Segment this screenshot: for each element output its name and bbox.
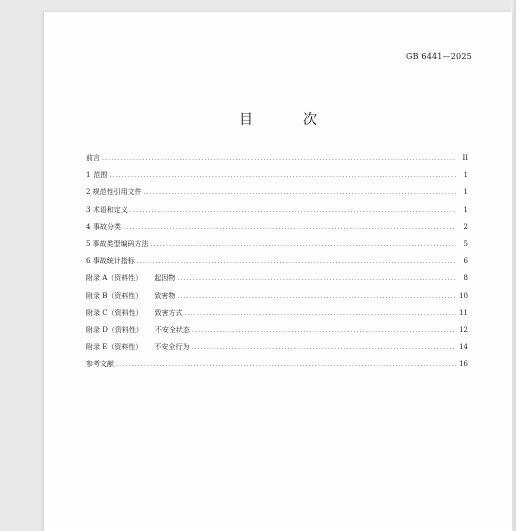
toc-entry-subtitle: 起因物 xyxy=(154,274,176,283)
toc-page-number: 16 xyxy=(459,360,468,369)
toc-entry-foreword[interactable] xyxy=(86,153,468,170)
toc-entry-annex-c[interactable] xyxy=(86,308,468,325)
toc-entry-subtitle: 不安全行为 xyxy=(154,343,190,352)
toc-leader-dots xyxy=(177,293,456,300)
toc-entry-label: 术语和定义 xyxy=(92,205,128,214)
toc-entry-annex-b[interactable] xyxy=(86,291,468,308)
toc-leader-dots xyxy=(130,207,456,214)
toc-entry-statistical-indicators[interactable] xyxy=(86,256,468,273)
toc-page-number: 8 xyxy=(463,274,468,283)
toc-entry-number: 3 xyxy=(86,205,91,214)
page-title: 目 次 xyxy=(239,112,335,128)
toc-entry-label: 附录 B（资料性） xyxy=(86,291,143,300)
toc-entry-bibliography[interactable] xyxy=(86,359,468,376)
toc-entry-number: 1 xyxy=(86,171,91,180)
toc-entry-label: 参考文献 xyxy=(86,360,114,369)
toc-entry-label: 规范性引用文件 xyxy=(92,188,142,197)
toc-leader-dots xyxy=(137,258,456,265)
toc-leader-dots xyxy=(191,344,456,351)
toc-entry-subtitle: 致害方式 xyxy=(154,308,183,317)
toc-leader-dots xyxy=(116,361,456,368)
toc-entry-number: 5 xyxy=(86,239,91,248)
toc-entry-label: 附录 A（资料性） xyxy=(86,274,143,283)
toc-entry-number: 2 xyxy=(86,188,91,197)
standard-number: GB 6441—2025 xyxy=(406,52,472,61)
toc-entry-subtitle: 致害物 xyxy=(154,291,176,300)
toc-entry-label: 范围 xyxy=(93,171,108,180)
toc-page-number: 1 xyxy=(463,171,468,180)
toc-page-number: 1 xyxy=(463,188,468,197)
toc-leader-dots xyxy=(192,327,456,334)
toc-entry-label: 事故分类 xyxy=(93,222,122,231)
toc-entry-scope[interactable] xyxy=(86,170,468,187)
toc-entry-label: 附录 E（资料性） xyxy=(86,343,143,352)
toc-page-number: 12 xyxy=(459,325,468,334)
toc-leader-dots xyxy=(150,241,456,248)
toc-entry-terms-definitions[interactable] xyxy=(86,205,468,222)
toc-page-number: 5 xyxy=(463,239,468,248)
toc-page-number: 10 xyxy=(459,291,468,300)
toc-entry-coding-method[interactable] xyxy=(86,239,468,256)
toc-entry-label: 附录 D（资料性） xyxy=(86,325,143,334)
toc-entry-label: 事故统计指标 xyxy=(92,257,135,266)
toc-page-number: 1 xyxy=(463,205,468,214)
toc-leader-dots xyxy=(185,310,456,317)
toc-page-number: II xyxy=(462,154,468,162)
toc-entry-number: 6 xyxy=(86,257,91,266)
toc-entry-label: 事故类型编码方法 xyxy=(92,239,149,248)
toc-entry-number: 4 xyxy=(86,222,91,231)
table-of-contents xyxy=(86,153,468,376)
toc-page-number: 14 xyxy=(459,343,468,352)
toc-entry-label: 附录 C（资料性） xyxy=(86,308,143,317)
toc-leader-dots xyxy=(123,224,456,231)
toc-leader-dots xyxy=(177,275,456,282)
toc-entry-accident-classification[interactable] xyxy=(86,222,468,239)
toc-entry-annex-d[interactable] xyxy=(86,325,468,342)
toc-entry-annex-a[interactable] xyxy=(86,273,468,290)
toc-entry-subtitle: 不安全状态 xyxy=(154,325,190,334)
toc-leader-dots xyxy=(144,189,456,196)
toc-entry-label: 前言 xyxy=(86,154,100,162)
toc-entry-normative-references[interactable] xyxy=(86,187,468,204)
toc-page-number: 11 xyxy=(459,308,468,317)
document-page xyxy=(43,12,512,531)
toc-page-number: 2 xyxy=(463,222,468,231)
toc-entry-annex-e[interactable] xyxy=(86,342,468,359)
toc-page-number: 6 xyxy=(463,257,468,266)
toc-leader-dots xyxy=(102,155,456,162)
toc-leader-dots xyxy=(109,172,456,179)
